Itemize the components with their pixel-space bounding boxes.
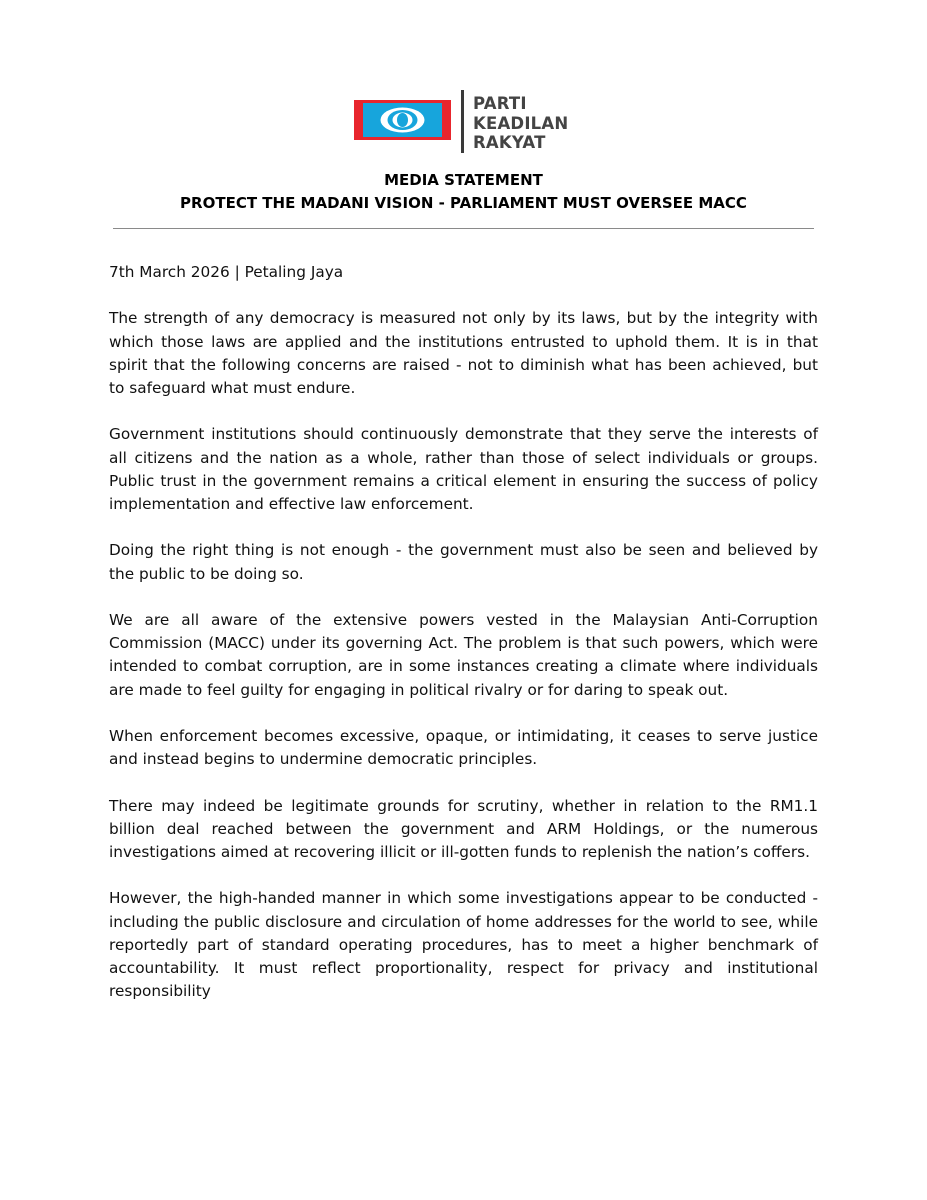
logo-line-rakyat: RAKYAT [473, 133, 546, 152]
paragraph: There may indeed be legitimate grounds for scrutiny, whether in relation to the RM1.1 billion deal reached between the government and ARM Holdings, or the numerous investigations aimed at recovering illicit or ill-gotten funds to replenish the nation’s coffers. [109, 796, 818, 861]
paragraph: We are all aware of the extensive powers vested in the Malaysian Anti-Corruption Commission (MACC) under its governing Act. The problem is that such powers, which were intended to combat corruption, are in some instances creating a climate where individuals are made to feel guilty for engaging in political rivalry or for daring to speak out. [109, 610, 818, 699]
pkr-flag-icon [354, 100, 451, 140]
paragraph: However, the high-handed manner in which some investigations appear to be conducted - including the public disclosure and circulation of home addresses for the world to see, while reportedly part of standard operating procedures, has to meet a higher benchmark of accountability. It must reflect proportionality, respect for privacy and institutional responsibility [109, 889, 818, 1001]
paragraph: Government institutions should continuously demonstrate that they serve the interests of all citizens and the nation as a whole, rather than those of select individuals or groups. Public trust in the government remains a critical element in ensuring the success of policy implementation and effective law enforcement. [109, 425, 818, 513]
logo-line-parti: PARTI [473, 94, 527, 113]
statement-type-heading: MEDIA STATEMENT [384, 171, 543, 189]
header-divider [113, 228, 814, 229]
logo-wordmark [473, 94, 568, 153]
paragraph: The strength of any democracy is measured not only by its laws, but by the integrity with which those laws are applied and the institutions entrusted to uphold them. It is in that spirit that the following concerns are raised - not to diminish what has been achieved, but to safeguard what must endure. [109, 309, 818, 397]
paragraph: When enforcement becomes excessive, opaque, or intimidating, it ceases to serve justice and instead begins to undermine democratic principles. [109, 726, 818, 769]
logo-line-keadilan: KEADILAN [473, 113, 569, 133]
paragraph: Doing the right thing is not enough - the government must also be seen and believed by the public to be doing so. [109, 541, 818, 583]
dateline: 7th March 2026 | Petaling Jaya [109, 263, 344, 281]
logo-divider [461, 90, 464, 153]
party-logo [354, 90, 594, 154]
statement-body [109, 261, 818, 1027]
statement-title: PROTECT THE MADANI VISION - PARLIAMENT MUST OVERSEE MACC [180, 194, 747, 212]
